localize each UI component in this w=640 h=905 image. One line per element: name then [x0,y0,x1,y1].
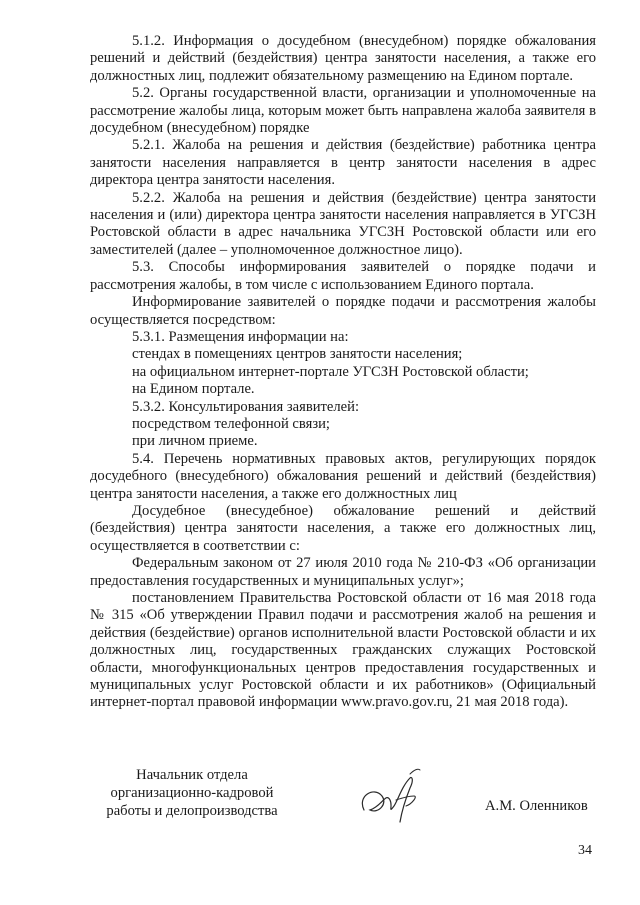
paragraph-federal-law: Федеральным законом от 27 июля 2010 года № 210-ФЗ «Об организации предоставления государственных и муниципальных услуг»; [90,555,596,589]
list-item-stands: стендах в помещениях центров занятости населения; [132,346,463,363]
paragraph-5-2-2: 5.2.2. Жалоба на решения и действия (бездействие) центра занятости населения и (или) директора центра занятости населения направляется в УГСЗН Ростовской области в адрес начальника УГСЗН Ростовской области или его заместителей (далее – уполномоченное должностное лицо). [90,189,596,258]
paragraph-5-2: 5.2. Органы государственной власти, организации и уполномоченные на рассмотрение жалобы лица, которым может быть направлена жалоба заявителя в досудебном (внесудебном) порядке [90,85,596,137]
list-item-official-portal: на официальном интернет-портале УГСЗН Ростовской области; [132,363,529,380]
paragraph-regional-resolution: постановлением Правительства Ростовской области от 16 мая 2018 года № 315 «Об утверждении Правил подачи и рассмотрения жалоб на решения и действия (бездействие) органов исполнительной власти Ростовской области и их должностных лиц, государственных гражданских служащих Ростовской области, многофункциональных центров предоставления государственных и муниципальных услуг Ростовской области и их работников» (Официальный интернет-портал правовой информации www.pravo.gov.ru, 21 мая 2018 года). [90,590,596,711]
list-item-unified-portal: на Едином портале. [132,381,255,398]
paragraph-5-4: 5.4. Перечень нормативных правовых актов, регулирующих порядок досудебного (внесудебного) обжалования решений и действий (бездействия) центра занятости населения, а также его должностных лиц [90,450,596,502]
signatory-position-line: организационно-кадровой [110,785,274,801]
paragraph-appeal-basis: Досудебное (внесудебное) обжалование решений и действий (бездействия) центра занятости населения, а также его должностных лиц, осуществляется в соответствии с: [90,502,596,554]
list-item-phone: посредством телефонной связи; [132,415,330,432]
paragraph-5-3: 5.3. Способы информирования заявителей о порядке подачи и рассмотрения жалобы, в том числе с использованием Единого портала. [90,259,596,293]
signatory-position-line: Начальник отдела [136,767,248,783]
signatory-position [97,766,287,820]
paragraph-5-1-2: 5.1.2. Информация о досудебном (внесудебном) порядке обжалования решений и действий (бездействия) центра занятости населения, а также его должностных лиц, подлежит обязательному размещению на Едином портале. [90,33,596,84]
list-item-personal: при личном приеме. [132,433,258,450]
paragraph-informing: Информирование заявителей о порядке подачи и рассмотрения жалобы осуществляется посредством: [90,294,596,328]
paragraph-5-2-1: 5.2.1. Жалоба на решения и действия (бездействие) работника центра занятости населения направляется в центр занятости населения в адрес директора центра занятости населения. [90,137,596,189]
body-text [90,33,596,712]
signatory-name: А.М. Оленников [485,798,588,814]
paragraph-5-3-2: 5.3.2. Консультирования заявителей: [132,398,359,415]
paragraph-5-3-1: 5.3.1. Размещения информации на: [132,328,349,345]
page-number: 34 [578,843,592,858]
handwritten-signature [352,766,442,832]
signatory-position-line: работы и делопроизводства [106,803,278,819]
